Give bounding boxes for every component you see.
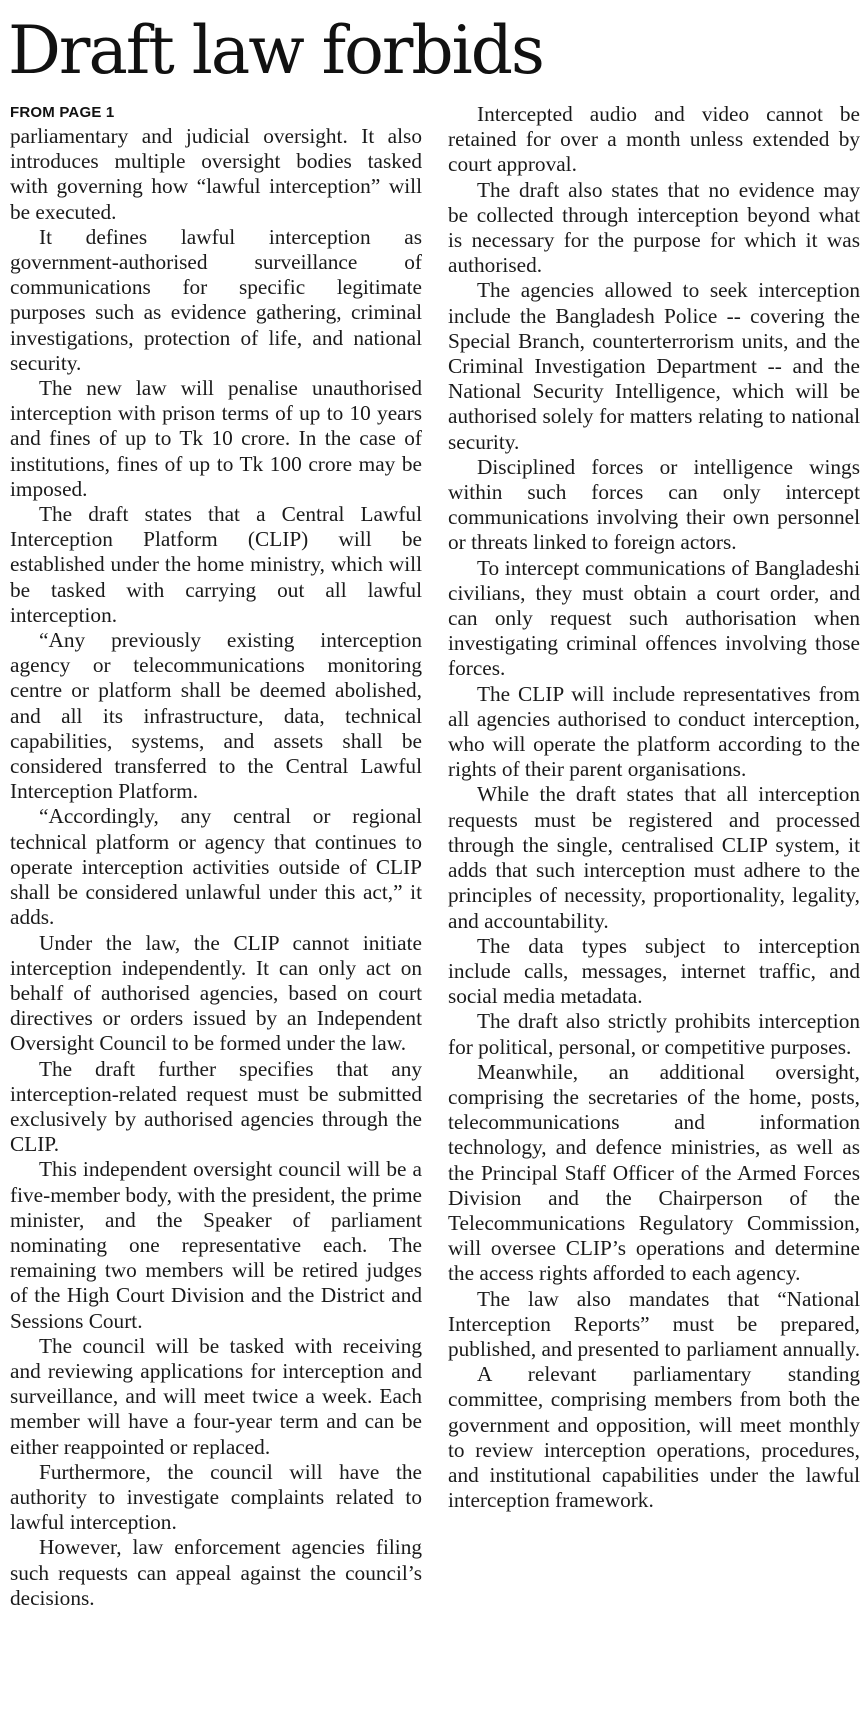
paragraph: Furthermore, the council will have the authority to investigate complaints related to lawful interception.: [10, 1459, 422, 1535]
paragraph: Meanwhile, an additional oversight, comprising the secretaries of the home, posts, telecommunications and information technology, and defence ministries, as well as the Principal Staff Officer of the Armed Forces Division and the Chairperson of the Telecommunications Regulatory Commission, will oversee CLIP’s operations and determine the access rights afforded to each agency.: [448, 1059, 860, 1286]
paragraph: This independent oversight council will be a five-member body, with the president, the prime minister, and the Speaker of parliament nominating one representative each. The remaining two members will be retired judges of the High Court Division and the District and Sessions Court.: [10, 1157, 422, 1333]
paragraph: The new law will penalise unauthorised interception with prison terms of up to 10 years and fines of up to Tk 10 crore. In the case of institutions, fines of up to Tk 100 crore may be imposed.: [10, 376, 422, 501]
paragraph: parliamentary and judicial oversight. It also introduces multiple oversight bodies tasked with governing how “lawful interception” will be executed.: [10, 124, 422, 224]
paragraph: The draft further specifies that any interception-related request must be submitted exclusively by authorised agencies through the CLIP.: [10, 1056, 422, 1157]
headline: Draft law forbids: [8, 12, 543, 89]
right-column: [448, 102, 860, 1513]
paragraph: The CLIP will include representatives from all agencies authorised to conduct interception, who will operate the platform according to the rights of their parent organisations.: [448, 681, 860, 782]
paragraph: The council will be tasked with receiving and reviewing applications for interception and surveillance, and will meet twice a week. Each member will have a four-year term and can be either reappointed or replaced.: [10, 1333, 422, 1459]
paragraph: The draft states that a Central Lawful Interception Platform (CLIP) will be established under the home ministry, which will be tasked with carrying out all lawful interception.: [10, 502, 422, 627]
paragraph: Under the law, the CLIP cannot initiate interception independently. It can only act on behalf of authorised agencies, based on court directives or orders issued by an Independent Oversight Council to be formed under the law.: [10, 930, 422, 1056]
paragraph: A relevant parliamentary standing committee, comprising members from both the government and opposition, will meet monthly to review interception operations, procedures, and institutional capabilities under the lawful interception framework.: [448, 1362, 860, 1513]
paragraph: The law also mandates that “National Interception Reports” must be prepared, published, and presented to parliament annually.: [448, 1286, 861, 1361]
paragraph: “Any previously existing interception agency or telecommunications monitoring centre or platform shall be deemed abolished, and all its infrastructure, data, technical capabilities, systems, and assets shall be considered transferred to the Central Lawful Interception Platform.: [10, 628, 422, 804]
paragraph: The data types subject to interception include calls, messages, internet traffic, and social media metadata.: [448, 933, 860, 1009]
left-column: [10, 102, 422, 1611]
paragraph: The draft also states that no evidence may be collected through interception beyond what is necessary for the purpose for which it was authorised.: [448, 177, 860, 278]
paragraph: Intercepted audio and video cannot be retained for over a month unless extended by court approval.: [448, 102, 860, 177]
paragraph: “Accordingly, any central or regional technical platform or agency that continues to operate interception activities outside of CLIP shall be considered unlawful under this act,” it adds.: [10, 804, 422, 930]
paragraph: The draft also strictly prohibits interception for political, personal, or competitive purposes.: [448, 1009, 860, 1059]
paragraph: To intercept communications of Bangladeshi civilians, they must obtain a court order, and can only request such authorisation when investigating criminal offences involving those forces.: [448, 555, 860, 681]
continuation-label: FROM PAGE 1: [10, 104, 115, 121]
paragraph: However, law enforcement agencies filing such requests can appeal against the council’s decisions.: [10, 1535, 422, 1610]
paragraph: Disciplined forces or intelligence wings within such forces can only intercept communications involving their own personnel or threats linked to foreign actors.: [448, 454, 860, 555]
paragraph: While the draft states that all interception requests must be registered and processed through the single, centralised CLIP system, it adds that such interception must adhere to the principles of necessity, proportionality, legality, and accountability.: [448, 782, 860, 933]
paragraph: It defines lawful interception as government-authorised surveillance of communications for specific legitimate purposes such as evidence gathering, criminal investigations, protection of life, and national security.: [10, 224, 422, 375]
paragraph: The agencies allowed to seek interception include the Bangladesh Police -- covering the Special Branch, counterterrorism units, and the Criminal Investigation Department -- and the National Security Intelligence, which will be authorised solely for matters relating to national security.: [448, 278, 860, 454]
